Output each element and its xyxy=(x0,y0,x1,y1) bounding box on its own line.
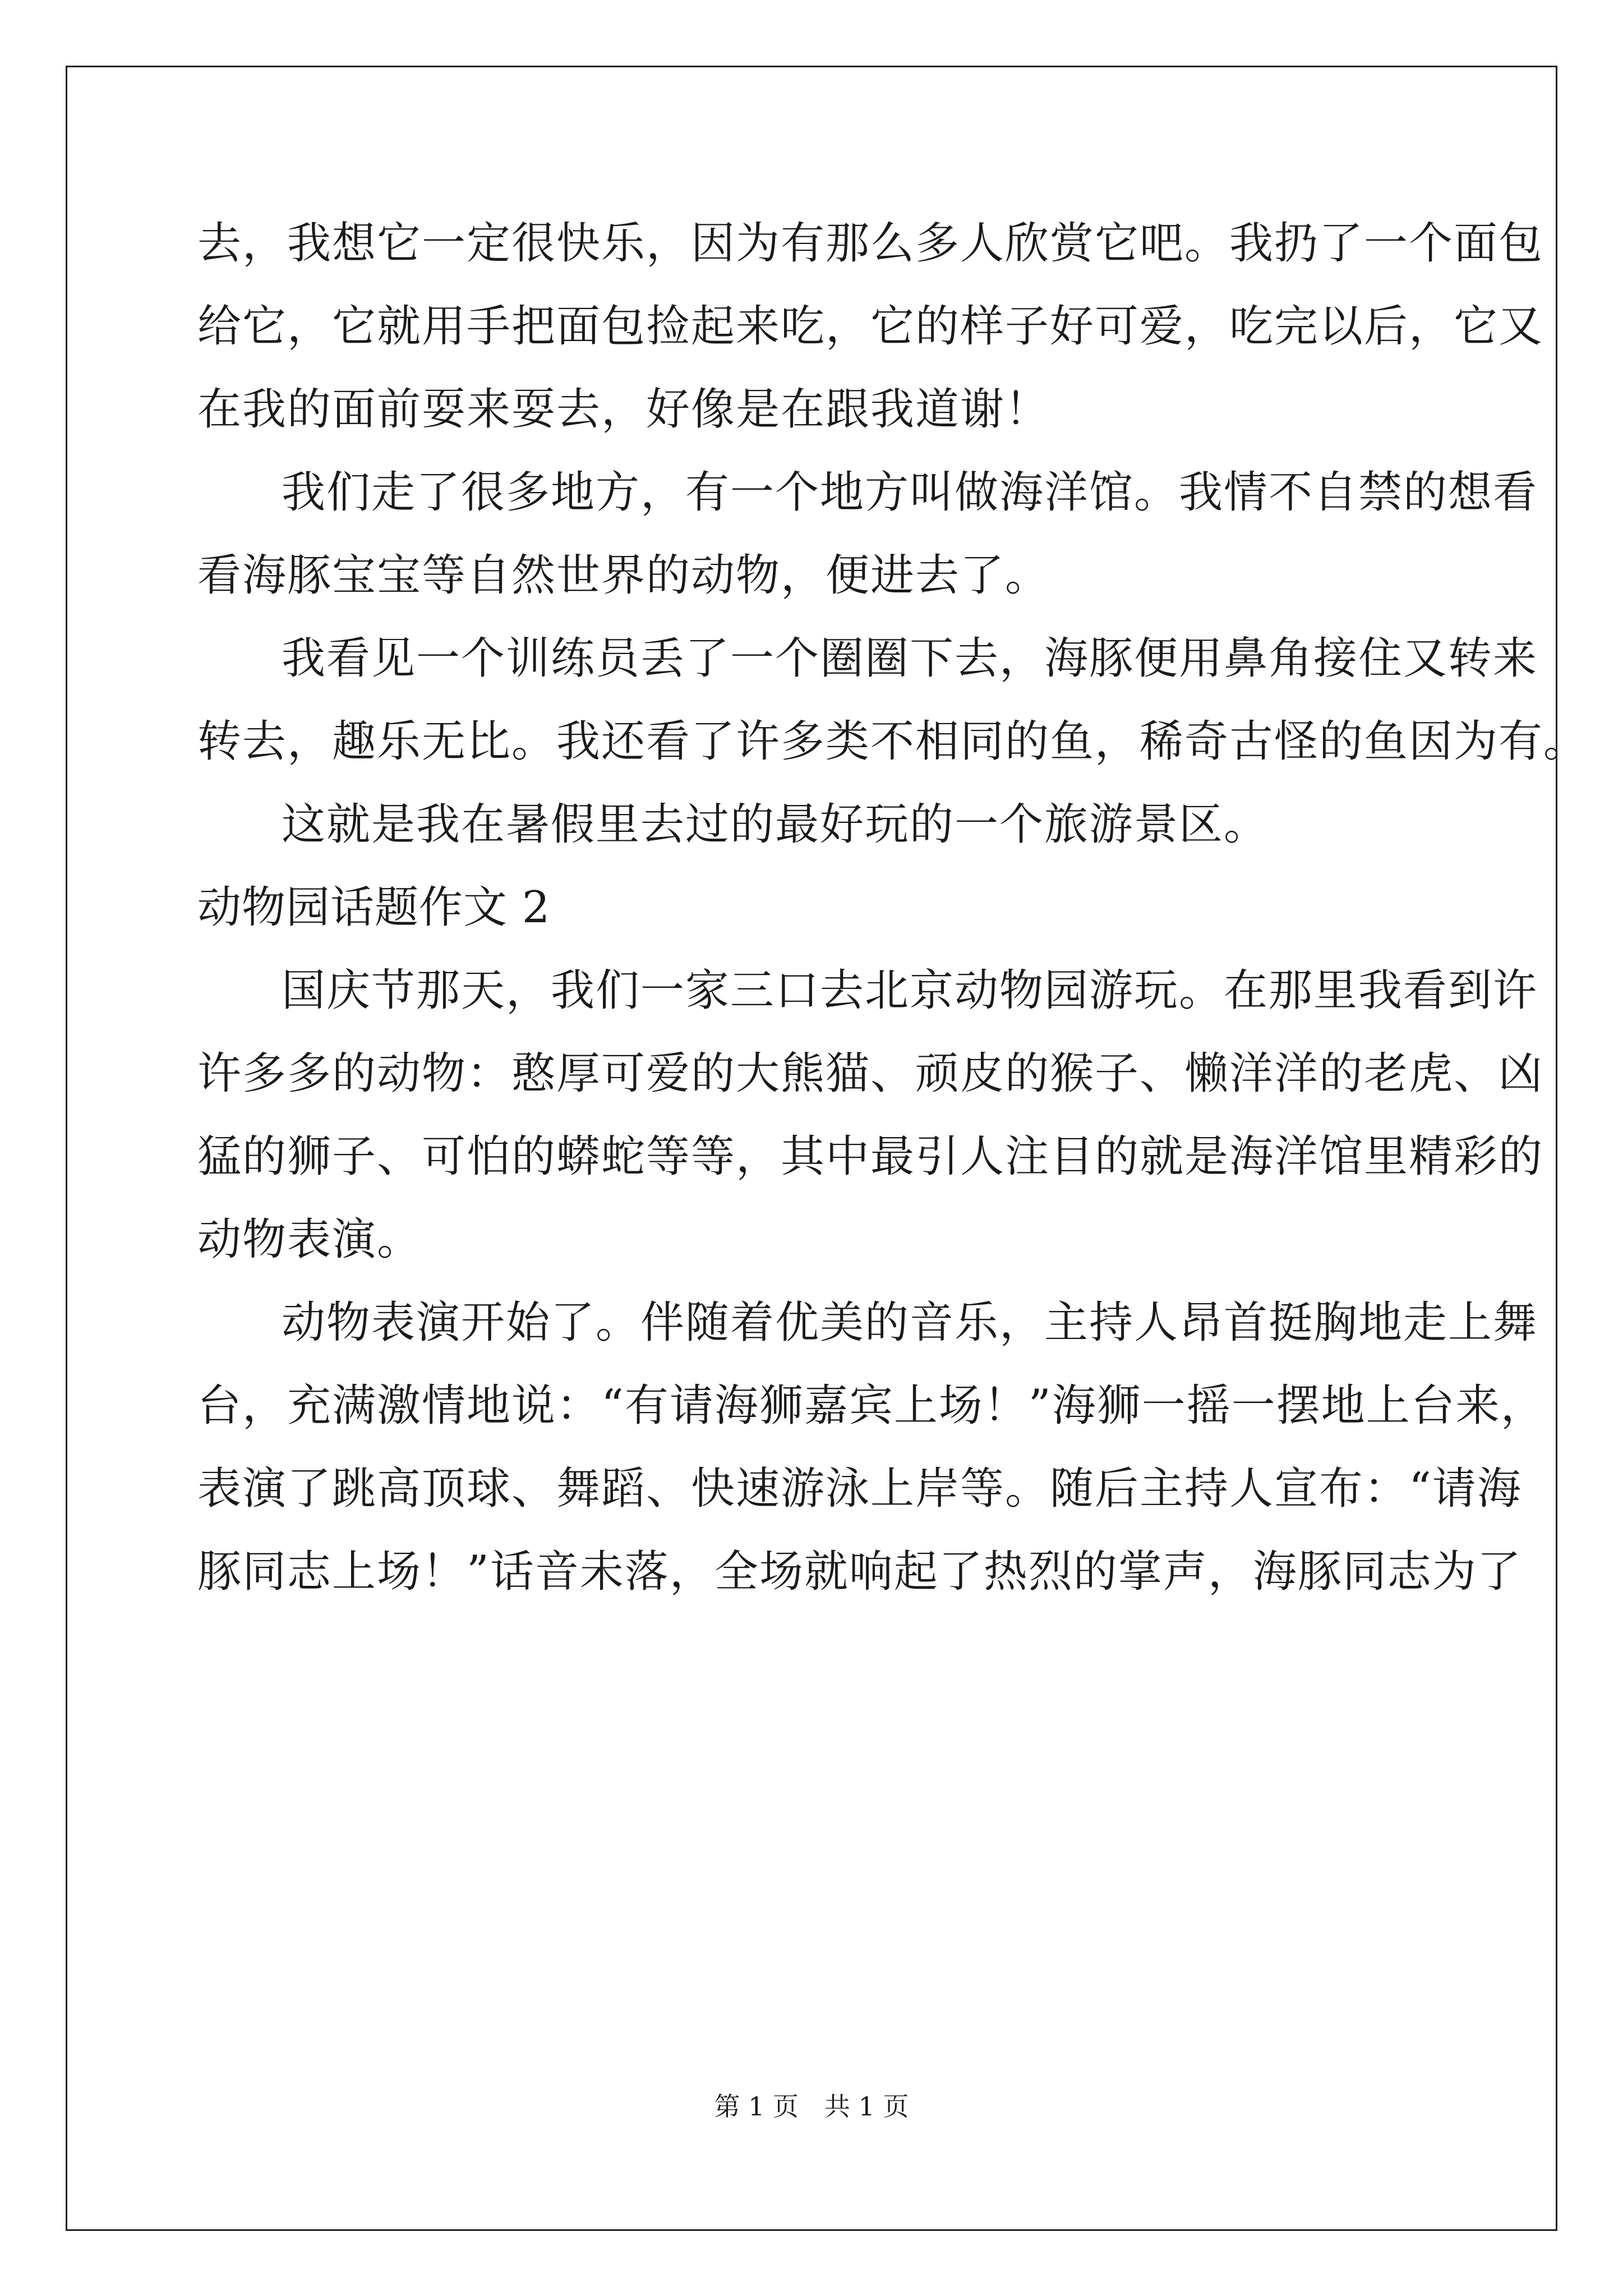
paragraph-line: 国庆节那天，我们一家三口去北京动物园游玩。在那里我看到许 xyxy=(282,965,1538,1016)
paragraph-line: 许多多的动物：憨厚可爱的大熊猫、顽皮的猴子、懒洋洋的老虎、凶 xyxy=(197,1048,1544,1099)
paragraph-line: 猛的狮子、可怕的蟒蛇等等，其中最引人注目的就是海洋馆里精彩的 xyxy=(197,1131,1544,1182)
paragraph-line: 转去，趣乐无比。我还看了许多类不相同的鱼，稀奇古怪的鱼因为有。 xyxy=(197,716,1589,767)
paragraph-line: 表演了跳高顶球、舞蹈、快速游泳上岸等。随后主持人宣布：“请海 xyxy=(197,1464,1522,1514)
paragraph-line: 我看见一个训练员丢了一个圈圈下去，海豚便用鼻角接住又转来 xyxy=(282,633,1538,684)
section-heading: 动物园话题作文 2 xyxy=(197,882,551,933)
page-footer xyxy=(0,2090,1623,2123)
document-body xyxy=(197,202,1589,1613)
paragraph-line: 我们走了很多地方，有一个地方叫做海洋馆。我情不自禁的想看 xyxy=(282,467,1538,518)
paragraph-line: 给它，它就用手把面包捡起来吃，它的样子好可爱，吃完以后，它又 xyxy=(197,301,1544,352)
paragraph-line: 台，充满激情地说：“有请海狮嘉宾上场！”海狮一摇一摆地上台来， xyxy=(197,1381,1546,1431)
paragraph-line: 看海豚宝宝等自然世界的动物，便进去了。 xyxy=(197,550,1050,601)
page-number: 第 1 页 xyxy=(714,2091,799,2122)
paragraph-line: 这就是我在暑假里去过的最好玩的一个旅游景区。 xyxy=(282,799,1269,850)
paragraph-line: 动物表演开始了。伴随着优美的音乐，主持人昂首挺胸地走上舞 xyxy=(282,1297,1538,1348)
page-total: 共 1 页 xyxy=(824,2091,909,2122)
paragraph-line: 动物表演。 xyxy=(197,1214,422,1265)
paragraph-line: 豚同志上场！”话音未落，全场就响起了热烈的掌声，海豚同志为了 xyxy=(197,1547,1522,1597)
paragraph-line: 在我的面前耍来耍去，好像是在跟我道谢！ xyxy=(197,384,1050,435)
paragraph-line: 去，我想它一定很快乐，因为有那么多人欣赏它吧。我扔了一个面包 xyxy=(197,218,1544,269)
